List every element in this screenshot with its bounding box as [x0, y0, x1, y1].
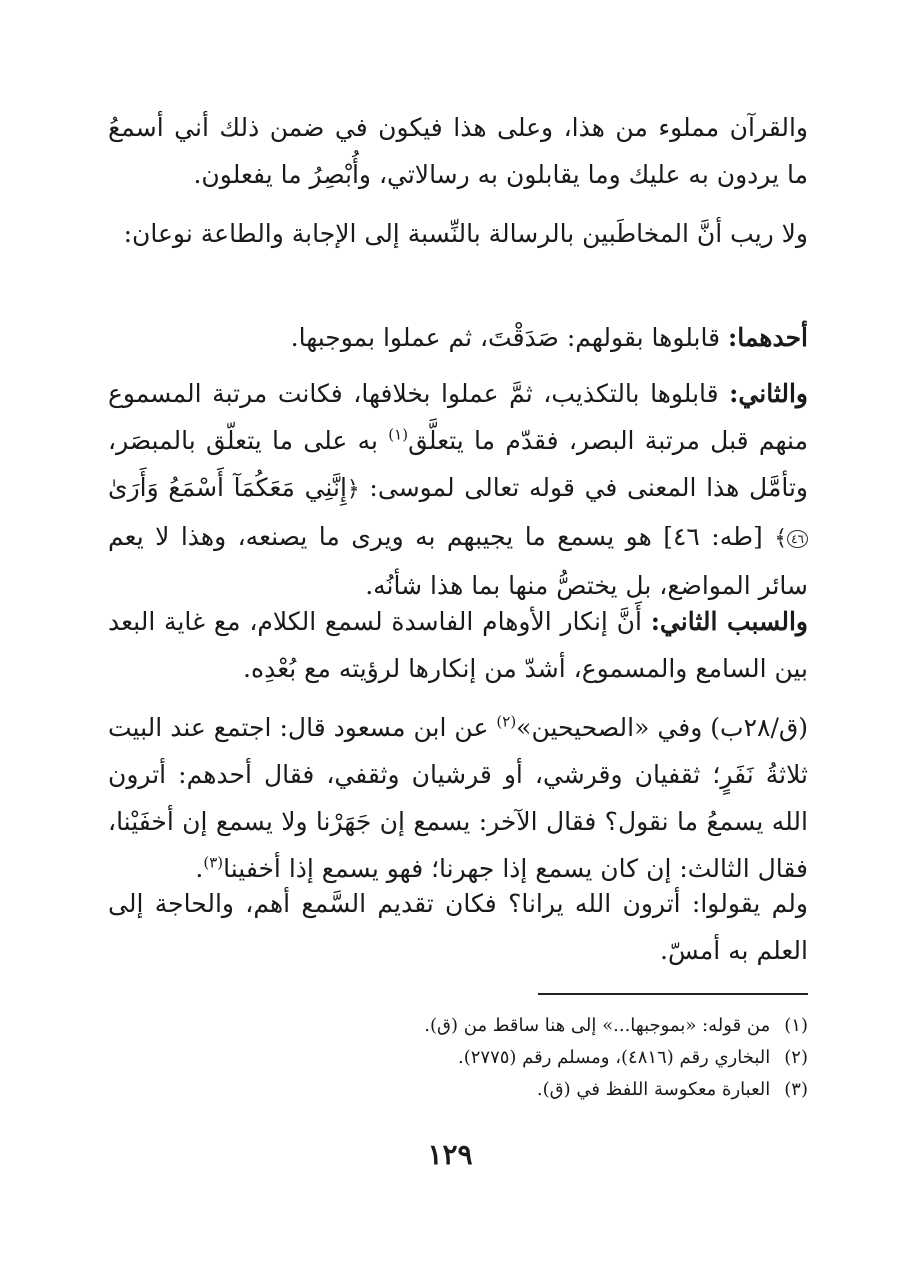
page-number: ١٢٩	[427, 1138, 473, 1171]
paragraph-6-text-c: .	[195, 854, 204, 883]
paragraph-5	[108, 598, 808, 692]
paragraph-3	[108, 314, 808, 361]
paragraph-1-text: والقرآن مملوء من هذا، وعلى هذا فيكون في ضمن ذلك أني أسمعُ ما يردون به عليك وما يقابلون به رسالاتي، وأُبْصِرُ ما يفعلون.	[108, 113, 808, 189]
footnote-1-text: من قوله: «بموجبها...» إلى هنا ساقط من (ق).	[424, 1015, 771, 1036]
paragraph-4	[108, 370, 808, 609]
quran-bracket-close: ﴾	[774, 526, 788, 551]
footnote-1	[108, 1010, 808, 1042]
quran-bracket-open: ﴿	[346, 477, 360, 502]
footnote-ref-3: (٣)	[203, 853, 224, 872]
paragraph-1	[108, 104, 808, 198]
footnote-3-number: (٣)	[784, 1079, 808, 1100]
footnote-1-number: (١)	[784, 1015, 808, 1036]
footnote-2-text: البخاري رقم (٤٨١٦)، ومسلم رقم (٢٧٧٥).	[457, 1047, 771, 1068]
paragraph-4-text-a: قابلوها بالتكذيب، ثمَّ عملوا بخلافها، فكانت مرتبة المسموع منهم قبل مرتبة البصر، فقدّم ما يتعلَّق	[108, 379, 808, 455]
paragraph-7	[108, 880, 808, 974]
paragraph-5-text: أَنَّ إنكار الأوهام الفاسدة لسمع الكلام، مع غاية البعد بين السامع والمسموع، أشدّ من إنكارها لرؤيته مع بُعْدِه.	[108, 607, 808, 683]
footnote-2	[108, 1042, 808, 1074]
footnote-divider	[538, 993, 808, 995]
ayah-number-marker: ٤٦	[787, 530, 808, 548]
footnote-ref-2: (٢)	[496, 712, 517, 731]
paragraph-2-text: ولا ريب أنَّ المخاطَبين بالرسالة بالنِّسبة إلى الإجابة والطاعة نوعان:	[123, 219, 808, 248]
paragraph-4-text-c: [طه: ٤٦] هو يسمع ما يجيبهم به ويرى ما يصنعه، وهذا لا يعم سائر المواضع، بل يختصُّ منها بما هذا شأنُه.	[108, 522, 808, 600]
paragraph-6-text-a: (ق/٢٨ب) وفي «الصحيحين»	[516, 713, 809, 742]
footnote-3-text: العبارة معكوسة اللفظ في (ق).	[536, 1079, 771, 1100]
footnotes	[108, 1010, 808, 1106]
paragraph-4-text-b: به على ما يتعلّق بالمبصَر، وتأمَّل هذا المعنى في قوله تعالى لموسى:	[108, 426, 808, 502]
paragraph-7-text: ولم يقولوا: أترون الله يرانا؟ فكان تقديم السَّمع أهم، والحاجة إلى العلم به أمسّ.	[108, 889, 808, 965]
paragraph-2	[108, 210, 808, 257]
paragraph-6	[108, 704, 808, 892]
footnote-3	[108, 1074, 808, 1106]
paragraph-3-text: قابلوها بقولهم: صَدَقْتَ، ثم عملوا بموجبها.	[290, 323, 728, 352]
quran-verse: إِنَّنِي مَعَكُمَآ أَسْمَعُ وَأَرَىٰ	[108, 473, 347, 502]
paragraph-4-lead: والثاني:	[729, 379, 808, 408]
paragraph-6-text-b: عن ابن مسعود قال: اجتمع عند البيت ثلاثةُ نَفَرٍ؛ ثقفيان وقرشي، أو قرشيان وثقفي، فقال أحدهم: أترون الله يسمعُ ما نقول؟ فقال الآخر: يسمع إن جَهَرْنا ولا يسمع إن أخفَيْنا، فقال الثالث: إن كان يسمع إذا جهرنا؛ فهو يسمع إذا أخفينا	[108, 713, 808, 883]
paragraph-5-lead: والسبب الثاني:	[650, 607, 809, 636]
paragraph-3-lead: أحدهما:	[727, 323, 808, 352]
footnote-2-number: (٢)	[784, 1047, 808, 1068]
footnote-ref-1: (١)	[388, 425, 409, 444]
